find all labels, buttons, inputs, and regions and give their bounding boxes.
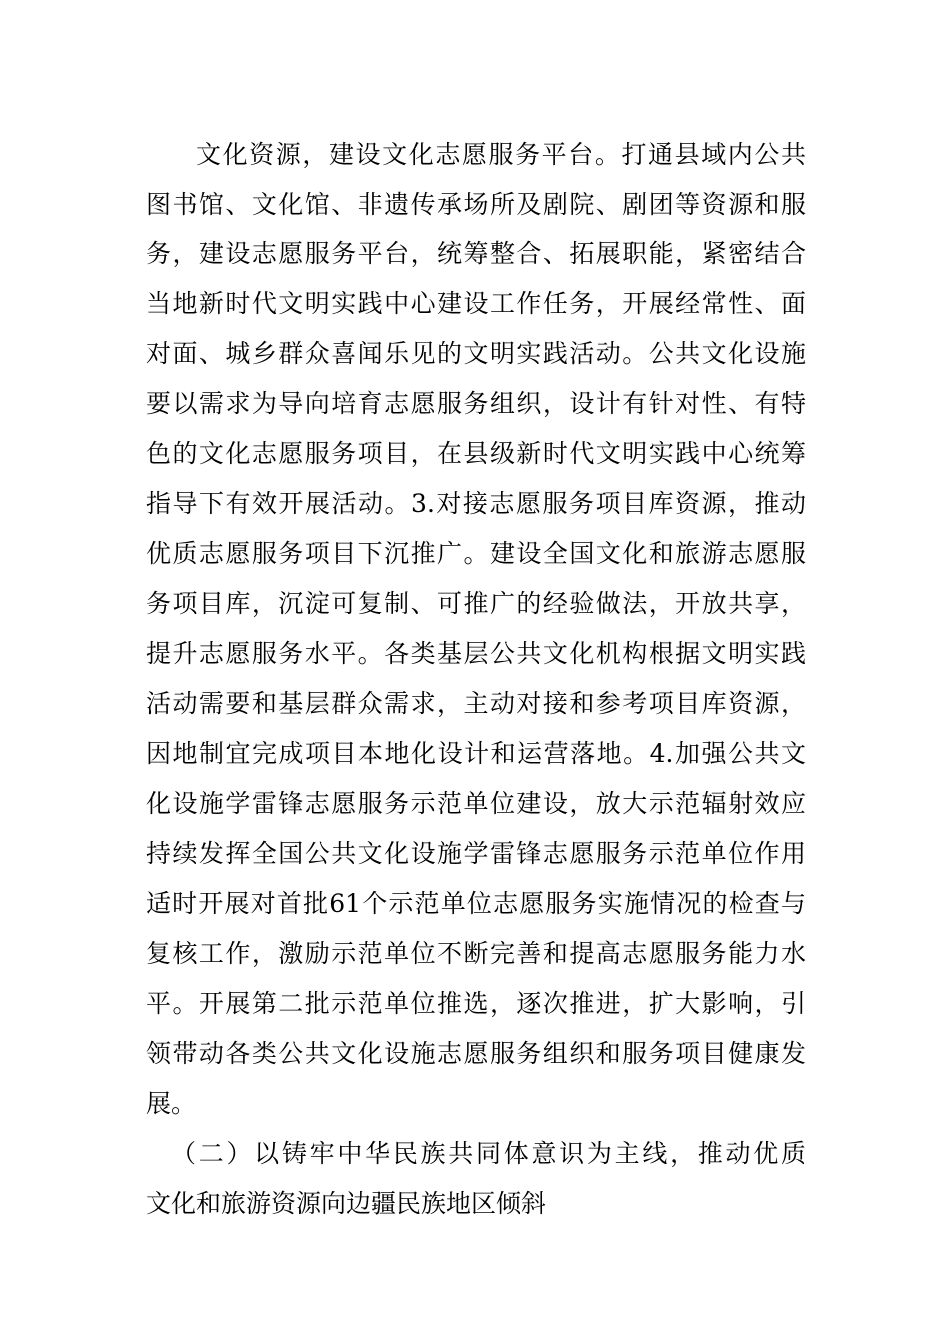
paragraph-line: 持续发挥全国公共文化设施学雷锋志愿服务示范单位作用 xyxy=(146,839,806,868)
paragraph-line: 优质志愿服务项目下沉推广。建设全国文化和旅游志愿服 xyxy=(146,539,806,568)
paragraph-line: 色的文化志愿服务项目，在县级新时代文明实践中心统筹 xyxy=(146,439,806,468)
paragraph-line: 指导下有效开展活动。3.对接志愿服务项目库资源，推动 xyxy=(146,489,806,518)
paragraph-line: 提升志愿服务水平。各类基层公共文化机构根据文明实践 xyxy=(146,639,806,668)
paragraph-line: 因地制宜完成项目本地化设计和运营落地。4.加强公共文 xyxy=(146,739,806,768)
paragraph-line: 图书馆、文化馆、非遗传承场所及剧院、剧团等资源和服 xyxy=(146,190,806,219)
paragraph-line: 要以需求为导向培育志愿服务组织，设计有针对性、有特 xyxy=(146,389,806,418)
paragraph-line: 化设施学雷锋志愿服务示范单位建设，放大示范辐射效应 xyxy=(146,789,806,818)
paragraph-line: 复核工作，激励示范单位不断完善和提高志愿服务能力水 xyxy=(146,939,806,968)
paragraph-line: 务项目库，沉淀可复制、可推广的经验做法，开放共享， xyxy=(146,589,806,618)
paragraph-line: 务，建设志愿服务平台，统筹整合、拓展职能，紧密结合 xyxy=(146,239,806,268)
paragraph-line: 活动需要和基层群众需求，主动对接和参考项目库资源， xyxy=(146,689,806,718)
paragraph-line: 平。开展第二批示范单位推选，逐次推进，扩大影响，引 xyxy=(146,989,806,1018)
paragraph-line: 展。 xyxy=(146,1089,197,1118)
paragraph-line: 对面、城乡群众喜闻乐见的文明实践活动。公共文化设施 xyxy=(146,339,806,368)
section-heading-line: 文化和旅游资源向边疆民族地区倾斜 xyxy=(146,1189,547,1218)
paragraph-line: 当地新时代文明实践中心建设工作任务，开展经常性、面 xyxy=(146,289,806,318)
paragraph-line: 文化资源，建设文化志愿服务平台。打通县域内公共 xyxy=(196,140,806,169)
paragraph-line: 适时开展对首批61个示范单位志愿服务实施情况的检查与 xyxy=(146,889,806,918)
paragraph-line: 领带动各类公共文化设施志愿服务组织和服务项目健康发 xyxy=(146,1039,806,1068)
section-heading-line: （二）以铸牢中华民族共同体意识为主线，推动优质 xyxy=(171,1139,806,1168)
